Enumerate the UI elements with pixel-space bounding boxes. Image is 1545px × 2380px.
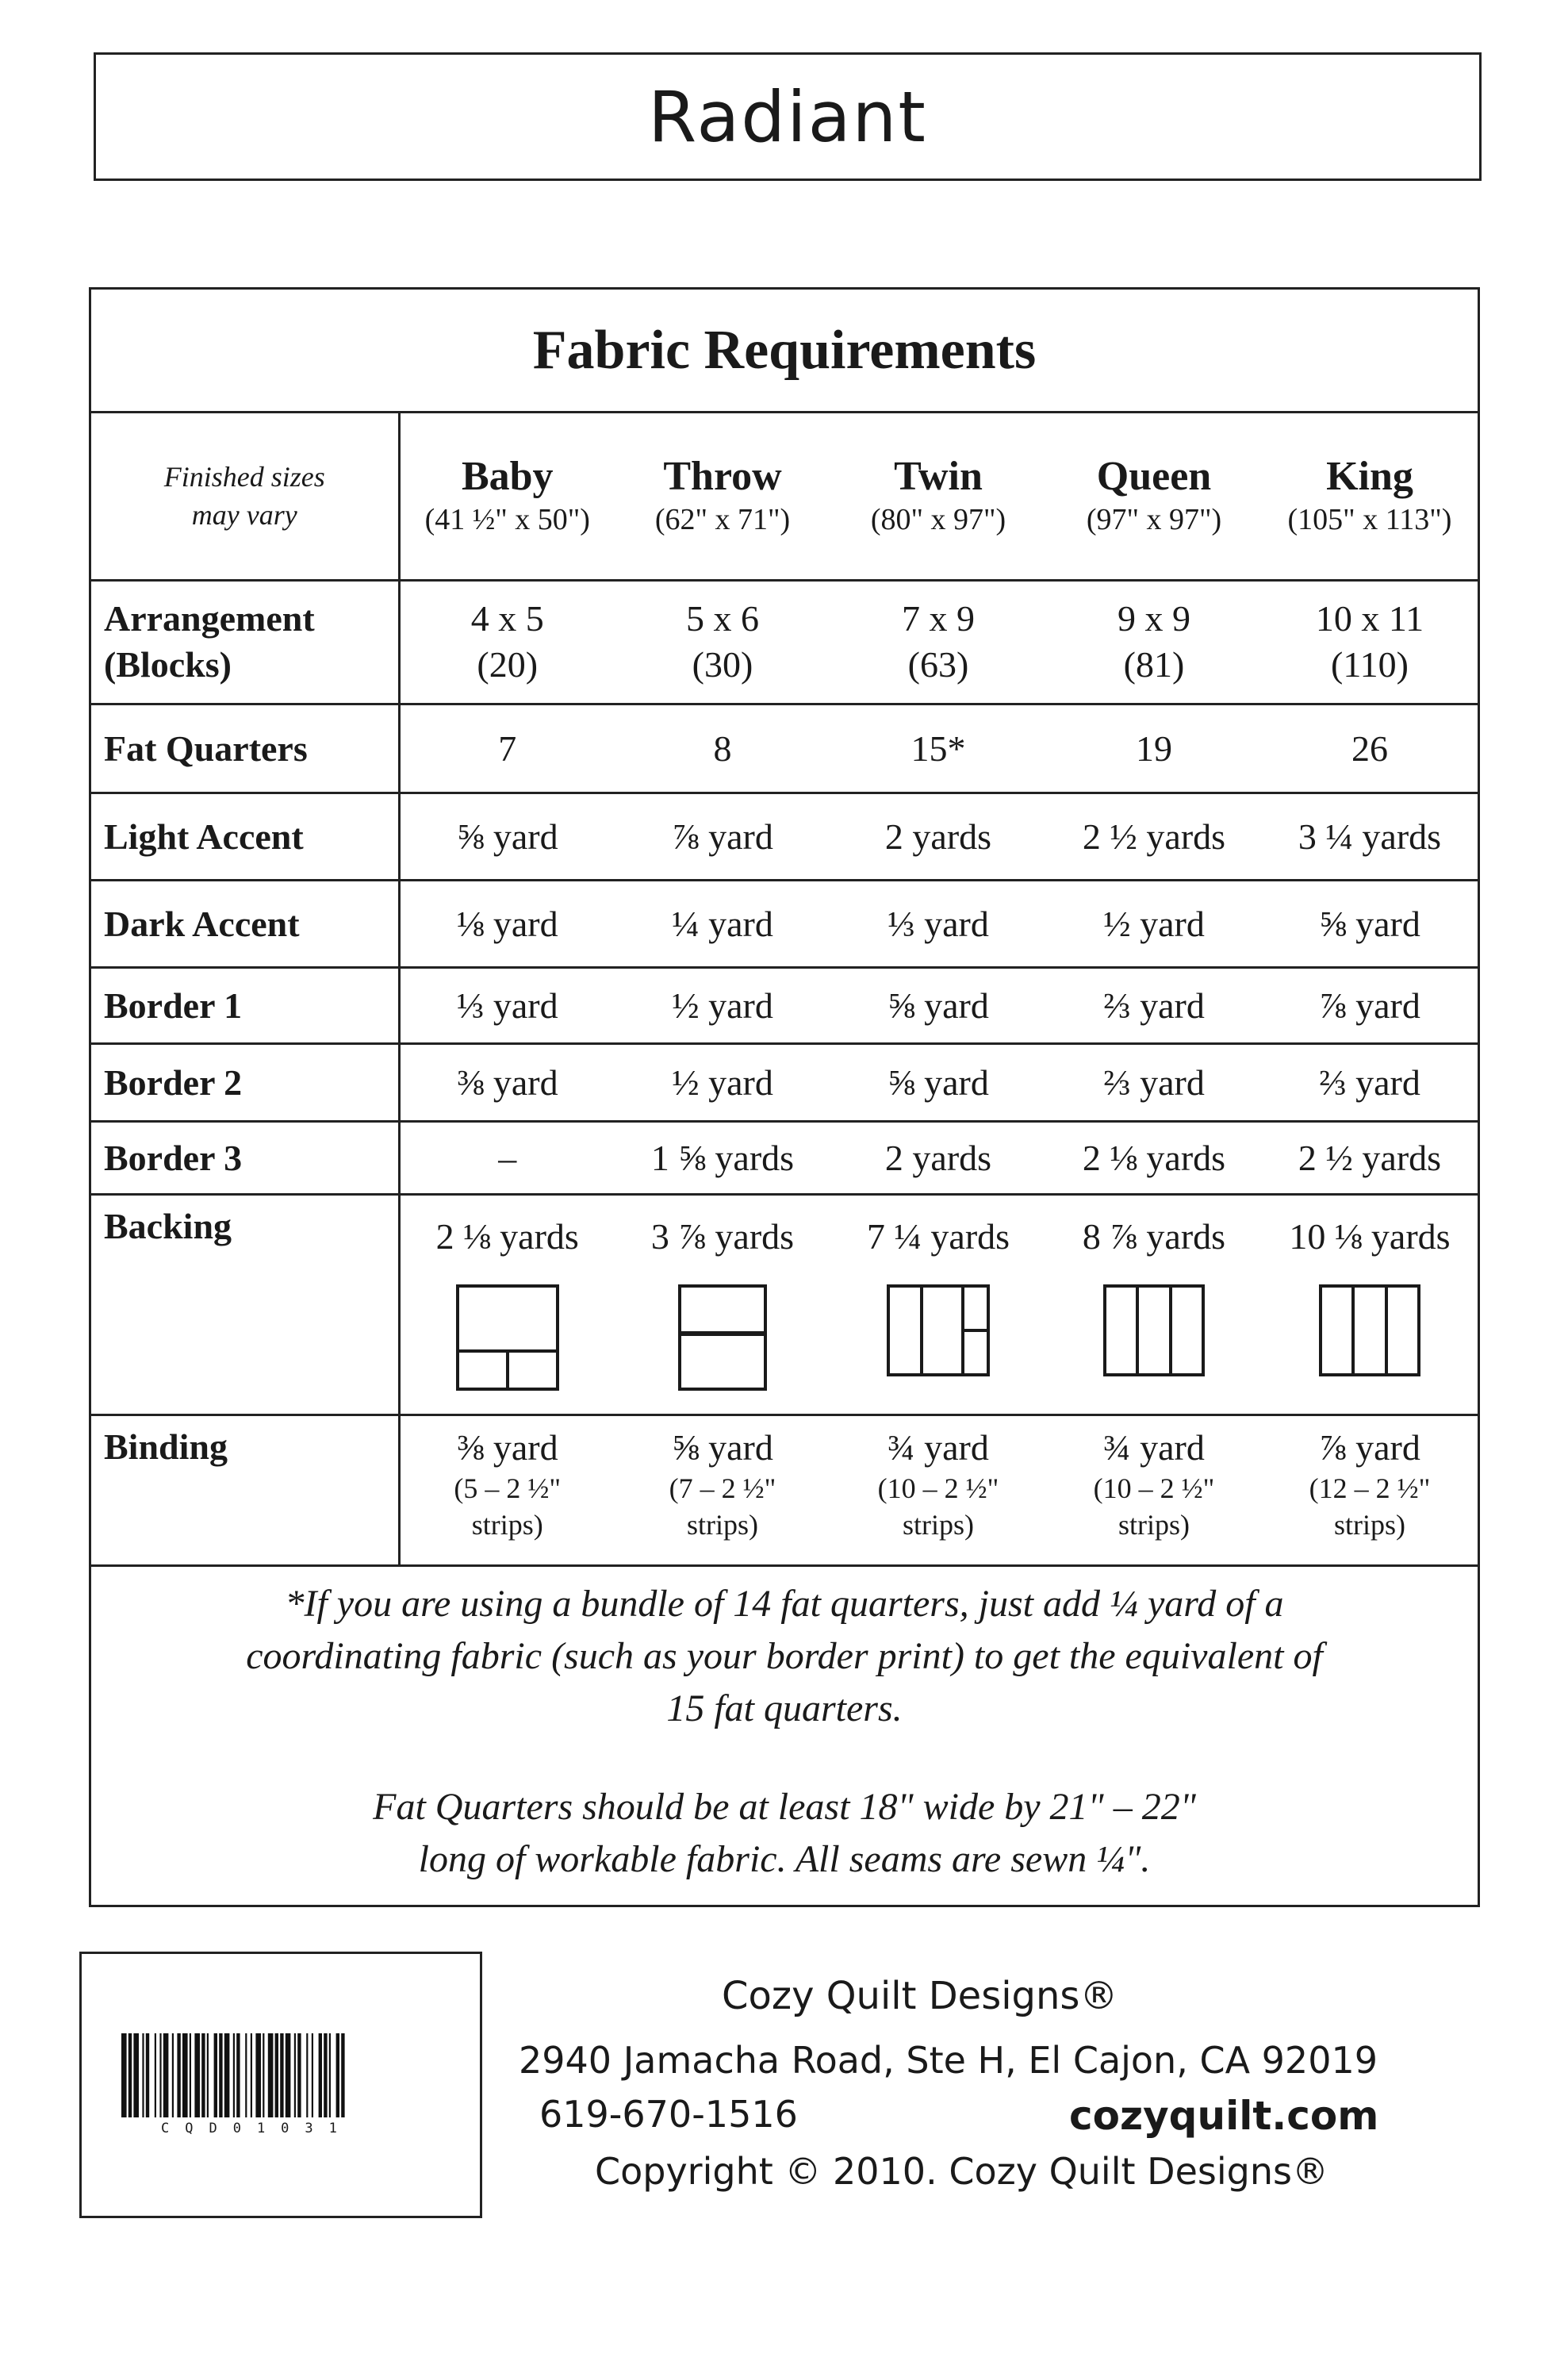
size-header-throw: Throw (62" x 71")	[615, 413, 830, 580]
arrangement-queen: 9 x 9 (81)	[1046, 580, 1262, 704]
border2-throw: ½ yard	[615, 1043, 830, 1121]
light-accent-twin: 2 yards	[830, 793, 1046, 880]
publisher-name: Cozy Quilt Designs®	[722, 1974, 1118, 2018]
border1-king: ⅞ yard	[1262, 967, 1478, 1043]
dark-accent-baby: ⅛ yard	[399, 880, 615, 967]
title-box	[94, 52, 1482, 181]
dark-accent-throw: ¼ yard	[615, 880, 830, 967]
arrangement-king: 10 x 11 (110)	[1262, 580, 1478, 704]
border1-throw: ½ yard	[615, 967, 830, 1043]
border3-twin: 2 yards	[830, 1121, 1046, 1194]
border3-queen: 2 ⅛ yards	[1046, 1121, 1262, 1194]
note-line: *If you are using a bundle of 14 fat quarters, just add ¼ yard of a	[285, 1582, 1284, 1625]
row-label-backing: Backing	[91, 1194, 399, 1415]
finished-sizes-note-line1: Finished sizes	[163, 461, 325, 493]
border3-baby: –	[399, 1121, 615, 1194]
table-row-border3	[91, 1121, 1478, 1194]
row-label-light-accent: Light Accent	[91, 793, 399, 880]
note-line: coordinating fabric (such as your border print) to get the equivalent of	[246, 1634, 1323, 1677]
backing-twin	[830, 1194, 1046, 1415]
backing-layout-diagram-baby	[456, 1284, 559, 1391]
backing-amount: 8 ⅞ yards	[1082, 1215, 1226, 1257]
fat-quarters-twin: 15*	[830, 704, 1046, 793]
border2-king: ⅔ yard	[1262, 1043, 1478, 1121]
fat-quarters-baby: 7	[399, 704, 615, 793]
publisher-website: cozyquilt.com	[1069, 2093, 1379, 2139]
fat-quarters-queen: 19	[1046, 704, 1262, 793]
fat-quarters-throw: 8	[615, 704, 830, 793]
row-label-border1: Border 1	[91, 967, 399, 1043]
backing-amount: 2 ⅛ yards	[435, 1215, 579, 1257]
finished-sizes-note	[91, 413, 399, 580]
row-label-arrangement: Arrangement (Blocks)	[91, 580, 399, 704]
note-line: Fat Quarters should be at least 18" wide by 21" – 22"	[373, 1785, 1196, 1828]
table-row-binding	[91, 1415, 1478, 1565]
binding-king: ⅞ yard (12 – 2 ½" strips)	[1262, 1415, 1478, 1565]
fabric-requirements-panel	[89, 287, 1480, 1907]
light-accent-king: 3 ¼ yards	[1262, 793, 1478, 880]
backing-king	[1262, 1194, 1478, 1415]
backing-amount: 7 ¼ yards	[866, 1215, 1010, 1257]
backing-amount: 3 ⅞ yards	[650, 1215, 795, 1257]
binding-throw: ⅝ yard (7 – 2 ½" strips)	[615, 1415, 830, 1565]
arrangement-twin: 7 x 9 (63)	[830, 580, 1046, 704]
backing-throw	[615, 1194, 830, 1415]
table-row-backing	[91, 1194, 1478, 1415]
light-accent-throw: ⅞ yard	[615, 793, 830, 880]
dark-accent-twin: ⅓ yard	[830, 880, 1046, 967]
binding-baby: ⅜ yard (5 – 2 ½" strips)	[399, 1415, 615, 1565]
fat-quarters-king: 26	[1262, 704, 1478, 793]
size-header-king: King (105" x 113")	[1262, 413, 1478, 580]
requirements-heading: Fabric Requirements	[91, 290, 1478, 413]
row-label-fat-quarters: Fat Quarters	[91, 704, 399, 793]
binding-twin: ¾ yard (10 – 2 ½" strips)	[830, 1415, 1046, 1565]
dark-accent-king: ⅝ yard	[1262, 880, 1478, 967]
note-line: 15 fat quarters.	[666, 1687, 903, 1729]
border2-twin: ⅝ yard	[830, 1043, 1046, 1121]
border2-baby: ⅜ yard	[399, 1043, 615, 1121]
backing-amount: 10 ⅛ yards	[1289, 1215, 1451, 1257]
barcode-number: CQD01031	[161, 2121, 353, 2136]
border1-baby: ⅓ yard	[399, 967, 615, 1043]
table-row-border2	[91, 1043, 1478, 1121]
border3-throw: 1 ⅝ yards	[615, 1121, 830, 1194]
backing-layout-diagram-twin	[887, 1284, 990, 1376]
light-accent-queen: 2 ½ yards	[1046, 793, 1262, 880]
backing-layout-diagram-queen	[1103, 1284, 1205, 1376]
border1-queen: ⅔ yard	[1046, 967, 1262, 1043]
finished-sizes-note-line2: may vary	[191, 499, 297, 532]
table-row-fat-quarters	[91, 704, 1478, 793]
requirements-notes	[91, 1567, 1478, 1886]
pattern-title: Radiant	[648, 75, 927, 158]
row-label-border2: Border 2	[91, 1043, 399, 1121]
border2-queen: ⅔ yard	[1046, 1043, 1262, 1121]
arrangement-throw: 5 x 6 (30)	[615, 580, 830, 704]
dark-accent-queen: ½ yard	[1046, 880, 1262, 967]
backing-queen	[1046, 1194, 1262, 1415]
light-accent-baby: ⅝ yard	[399, 793, 615, 880]
row-label-dark-accent: Dark Accent	[91, 880, 399, 967]
arrangement-baby: 4 x 5 (20)	[399, 580, 615, 704]
border3-king: 2 ½ yards	[1262, 1121, 1478, 1194]
publisher-phone: 619-670-1516	[539, 2093, 798, 2136]
publisher-address: 2940 Jamacha Road, Ste H, El Cajon, CA 92019	[519, 2039, 1378, 2082]
table-row-dark-accent	[91, 880, 1478, 967]
border1-twin: ⅝ yard	[830, 967, 1046, 1043]
size-header-baby: Baby (41 ½" x 50")	[399, 413, 615, 580]
copyright-notice: Copyright © 2010. Cozy Quilt Designs®	[595, 2150, 1328, 2193]
barcode	[121, 2033, 447, 2117]
backing-baby	[399, 1194, 615, 1415]
requirements-table	[91, 413, 1478, 1567]
table-row-light-accent	[91, 793, 1478, 880]
table-row-border1	[91, 967, 1478, 1043]
note-line: long of workable fabric. All seams are sewn ¼".	[418, 1837, 1151, 1880]
backing-layout-diagram-king	[1319, 1284, 1420, 1376]
table-row-arrangement	[91, 580, 1478, 704]
backing-layout-diagram-throw	[678, 1284, 767, 1391]
size-header-twin: Twin (80" x 97")	[830, 413, 1046, 580]
size-header-queen: Queen (97" x 97")	[1046, 413, 1262, 580]
row-label-border3: Border 3	[91, 1121, 399, 1194]
row-label-binding: Binding	[91, 1415, 399, 1565]
binding-queen: ¾ yard (10 – 2 ½" strips)	[1046, 1415, 1262, 1565]
table-header-row	[91, 413, 1478, 580]
barcode-box	[79, 1952, 482, 2218]
